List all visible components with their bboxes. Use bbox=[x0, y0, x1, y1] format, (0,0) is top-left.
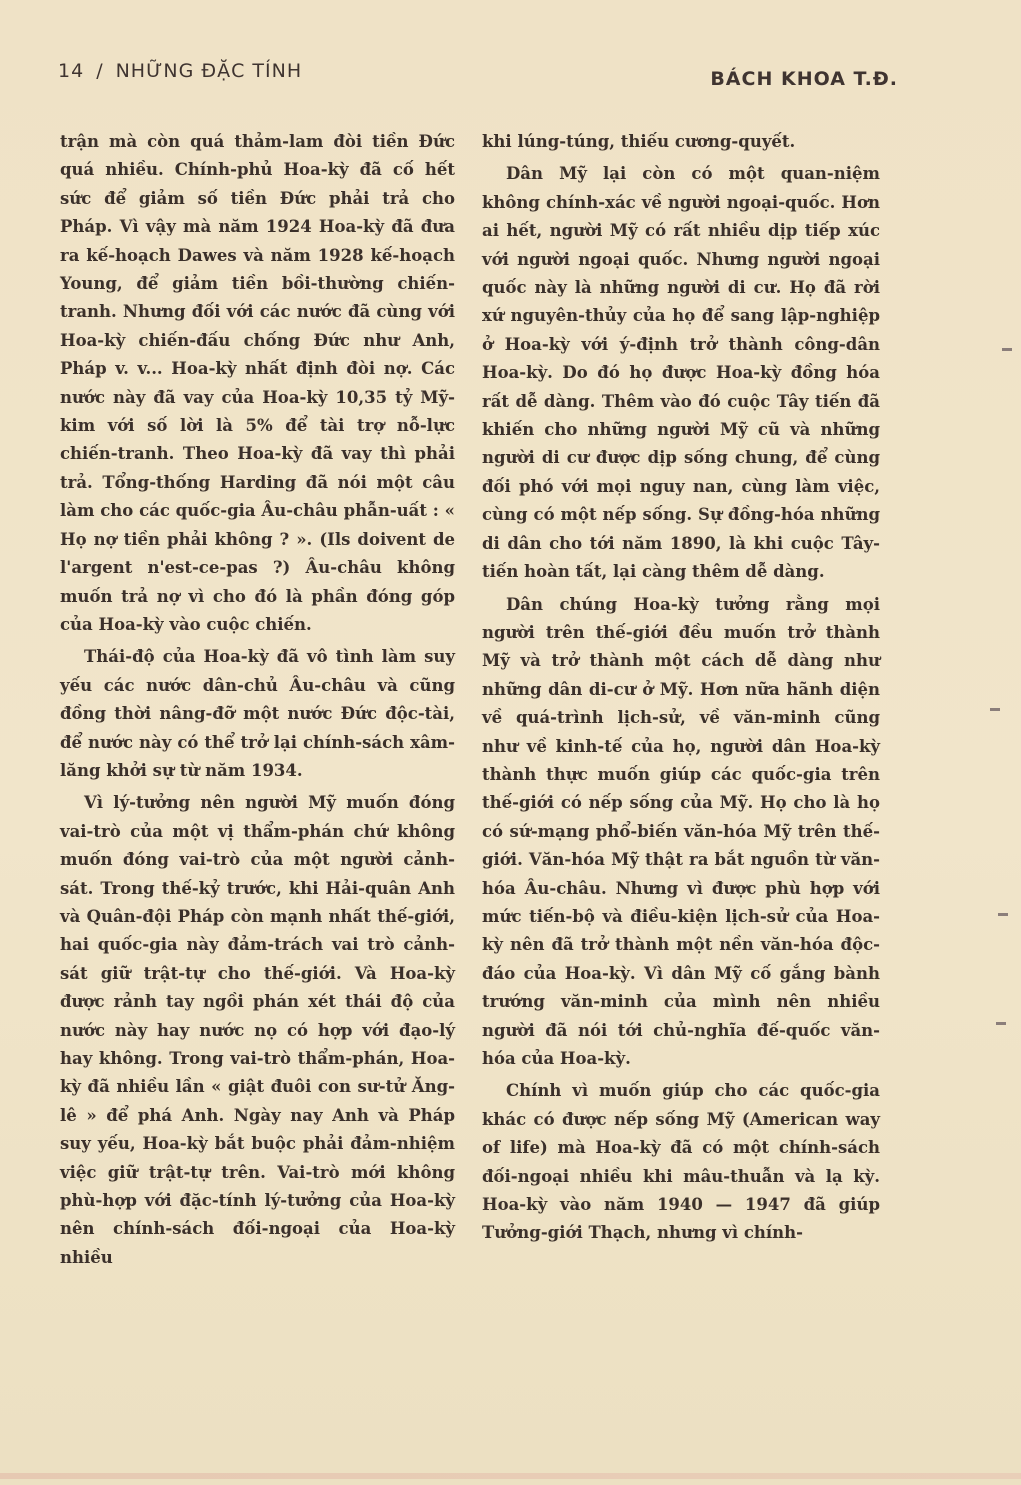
page-header bbox=[58, 60, 898, 92]
margin-mark bbox=[1002, 348, 1012, 351]
paragraph: Thái-độ của Hoa-kỳ đã vô tình làm suy yếu các nước dân-chủ Âu-châu và cũng đồng thời nâng-đỡ một nước Đức độc-tài, để nước này có thể trở lại chính-sách xâm-lăng khởi sự từ năm 1934. bbox=[60, 647, 455, 780]
page-number: 14 bbox=[58, 60, 85, 82]
paragraph: khi lúng-túng, thiếu cương-quyết. bbox=[482, 132, 796, 151]
header-left bbox=[58, 60, 302, 82]
paragraph: Chính vì muốn giúp cho các quốc-gia khác có được nếp sống Mỹ (American way of life) mà Hoa-kỳ đã có một chính-sách đối-ngoại nhiều khi mâu-thuẫn và lạ kỳ. Hoa-kỳ vào năm 1940 — 1947 đã giúp Tưởng-giới Thạch, nhưng vì chính- bbox=[482, 1081, 880, 1243]
margin-mark bbox=[990, 708, 1000, 711]
paragraph: trận mà còn quá thảm-lam đòi tiền Đức quá nhiều. Chính-phủ Hoa-kỳ đã cố hết sức để giảm số tiền Đức phải trả cho Pháp. Vì vậy mà năm 1924 Hoa-kỳ đã đưa ra kế-hoạch Dawes và năm 1928 kế-hoạch Young, để giảm tiền bồi-thường chiến-tranh. Nhưng đối với các nước đã cùng với Hoa-kỳ chiến-đấu chống Đức như Anh, Pháp v. v... Hoa-kỳ nhất định đòi nợ. Các nước này đã vay của Hoa-kỳ 10,35 tỷ Mỹ-kim với số lời là 5% để tài trợ nỗ-lực chiến-tranh. Theo Hoa-kỳ đã vay thì phải trả. Tổng-thống Harding đã nói một câu làm cho các quốc-gia Âu-châu phẫn-uất : « Họ nợ tiền phải không ? ». (Ils doivent de l'argent n'est-ce-pas ?) Âu-châu không muốn trả nợ vì cho đó là phần đóng góp của Hoa-kỳ vào cuộc chiến. bbox=[60, 132, 455, 634]
margin-mark bbox=[998, 913, 1008, 916]
margin-mark bbox=[996, 1022, 1006, 1025]
paragraph: Dân chúng Hoa-kỳ tưởng rằng mọi người trên thế-giới đều muốn trở thành Mỹ và trở thành một cách dễ dàng như những dân di-cư ở Mỹ. Hơn nữa hãnh diện về quá-trình lịch-sử, về văn-minh cũng như về kinh-tế của họ, người dân Hoa-kỳ thành thực muốn giúp các quốc-gia trên thế-giới có nếp sống của Mỹ. Họ cho là họ có sứ-mạng phổ-biến văn-hóa Mỹ trên thế-giới. Văn-hóa Mỹ thật ra bắt nguồn từ văn-hóa Âu-châu. Nhưng vì được phù hợp với mức tiến-bộ và điều-kiện lịch-sử của Hoa-kỳ nên đã trở thành một nền văn-hóa độc-đáo của Hoa-kỳ. Vì dân Mỹ cố gắng bành trướng văn-minh của mình nên nhiều người đã nói tới chủ-nghĩa đế-quốc văn-hóa của Hoa-kỳ. bbox=[482, 594, 880, 1068]
right-column bbox=[482, 128, 880, 1252]
paragraph: Vì lý-tưởng nên người Mỹ muốn đóng vai-trò của một vị thẩm-phán chứ không muốn đóng vai-trò của một người cảnh-sát. Trong thế-kỷ trước, khi Hải-quân Anh và Quân-đội Pháp còn mạnh nhất thế-giới, hai quốc-gia này đảm-trách vai trò cảnh-sát giữ trật-tự cho thế-giới. Và Hoa-kỳ được rảnh tay ngồi phán xét thái độ của nước này hay nước nọ có hợp với đạo-lý hay không. Trong vai-trò thẩm-phán, Hoa-kỳ đã nhiều lần « giật đuôi con sư-tử Ăng-lê » để phá Anh. Ngày nay Anh và Pháp suy yếu, Hoa-kỳ bắt buộc phải đảm-nhiệm việc giữ trật-tự trên. Vai-trò mới không phù-hợp với đặc-tính lý-tưởng của Hoa-kỳ nên chính-sách đối-ngoại của Hoa-kỳ nhiều bbox=[60, 793, 455, 1267]
header-separator: / bbox=[96, 60, 104, 82]
section-title: NHỮNG ĐẶC TÍNH bbox=[115, 60, 303, 82]
left-column bbox=[60, 128, 455, 1276]
publication-title: BÁCH KHOA T.Đ. bbox=[710, 68, 898, 90]
paragraph: Dân Mỹ lại còn có một quan-niệm không chính-xác về người ngoại-quốc. Hơn ai hết, người Mỹ có rất nhiều dịp tiếp xúc với người ngoại quốc. Nhưng người ngoại quốc này là những người di cư. Họ đã rời xứ nguyên-thủy của họ để sang lập-nghiệp ở Hoa-kỳ với ý-định trở thành công-dân Hoa-kỳ. Do đó họ được Hoa-kỳ đồng hóa rất dễ dàng. Thêm vào đó cuộc Tây tiến đã khiến cho những người Mỹ cũ và những người di cư được dịp sống chung, để cùng đối phó với mọi nguy nan, cùng làm việc, cùng có một nếp sống. Sự đồng-hóa những di dân cho tới năm 1890, là khi cuộc Tây-tiến hoàn tất, lại càng thêm dễ dàng. bbox=[482, 164, 880, 582]
page-bottom-edge bbox=[0, 1473, 1021, 1479]
